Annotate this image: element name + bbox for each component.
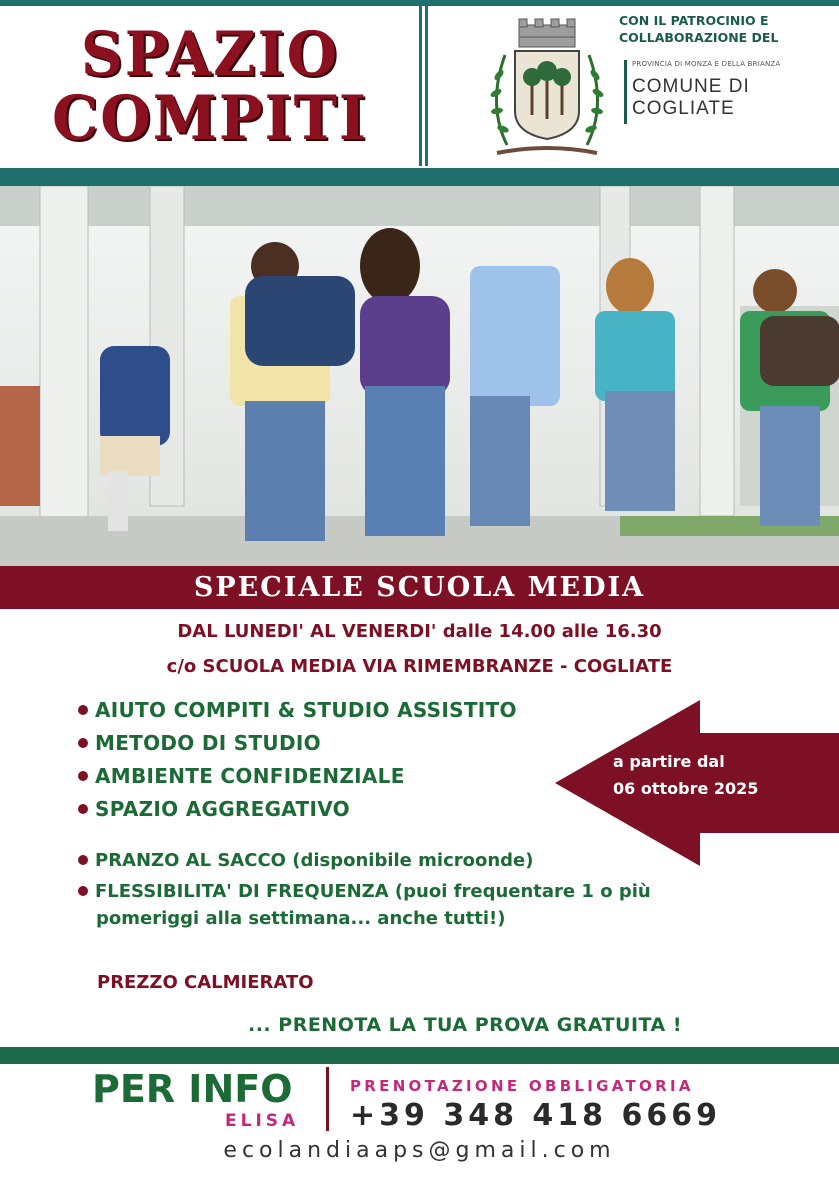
per-info-heading: PER INFO xyxy=(92,1067,293,1111)
bullet-dot-icon xyxy=(78,705,88,715)
municipal-crest-icon xyxy=(487,15,607,165)
start-date-line-2: 06 ottobre 2025 xyxy=(613,779,759,798)
speciale-title: SPECIALE SCUOLA MEDIA xyxy=(193,572,646,603)
bullet-dot-icon xyxy=(78,738,88,748)
title-line-2: COMPITI xyxy=(52,82,368,154)
poster-title xyxy=(30,18,390,162)
booking-required-note: PRENOTAZIONE OBBLIGATORIA xyxy=(350,1077,694,1095)
header-divider xyxy=(419,6,422,166)
bullet-dot-icon xyxy=(78,886,88,896)
extra-label: FLESSIBILITA' DI FREQUENZA (puoi frequentare 1 o più xyxy=(95,880,651,902)
feature-label: AMBIENTE CONFIDENZIALE xyxy=(95,764,405,788)
contact-email[interactable]: ecolandiaaps@gmail.com xyxy=(223,1138,616,1163)
patronage-note xyxy=(619,12,829,46)
comune-logo-bar xyxy=(624,60,627,124)
students-running-photo xyxy=(0,186,839,566)
contact-name: ELISA xyxy=(225,1111,300,1131)
feature-item xyxy=(78,796,350,822)
feature-item xyxy=(78,697,517,723)
extra-item xyxy=(78,847,534,873)
patronage-line-2: COLLABORAZIONE DEL xyxy=(619,30,779,45)
header-divider xyxy=(425,6,428,166)
feature-label: AIUTO COMPITI & STUDIO ASSISTITO xyxy=(95,698,517,722)
extra-item xyxy=(78,878,651,904)
bullet-dot-icon xyxy=(78,804,88,814)
free-trial-cta: ... PRENOTA LA TUA PROVA GRATUITA ! xyxy=(248,1014,683,1036)
contact-phone[interactable]: +39 348 418 6669 xyxy=(350,1098,721,1133)
comune-province-text: PROVINCIA DI MONZA E DELLA BRIANZA xyxy=(632,60,781,68)
extra-label: PRANZO AL SACCO (disponibile microonde) xyxy=(95,849,534,871)
comune-line-1: COMUNE DI xyxy=(632,76,750,97)
contact-divider xyxy=(326,1067,329,1131)
feature-label: SPAZIO AGGREGATIVO xyxy=(95,797,350,821)
price-note: PREZZO CALMIERATO xyxy=(97,972,314,993)
feature-item xyxy=(78,730,321,756)
title-line-1: SPAZIO xyxy=(80,18,340,90)
comune-logo xyxy=(624,60,824,124)
patronage-line-1: CON IL PATROCINIO E xyxy=(619,13,769,28)
start-date-note xyxy=(613,748,758,802)
comune-name xyxy=(632,76,750,120)
bullet-dot-icon xyxy=(78,855,88,865)
header-band xyxy=(0,168,839,186)
schedule-days: DAL LUNEDI' AL VENERDI' dalle 14.00 alle 16.30 xyxy=(177,621,662,642)
comune-line-2: COGLIATE xyxy=(632,98,735,119)
extra-continuation: pomeriggi alla settimana... anche tutti!) xyxy=(96,908,506,929)
bullet-dot-icon xyxy=(78,771,88,781)
footer-band xyxy=(0,1047,839,1064)
feature-item xyxy=(78,763,405,789)
feature-label: METODO DI STUDIO xyxy=(95,731,321,755)
start-date-line-1: a partire dal xyxy=(613,752,725,771)
schedule-location: c/o SCUOLA MEDIA VIA RIMEMBRANZE - COGLIATE xyxy=(166,656,673,677)
